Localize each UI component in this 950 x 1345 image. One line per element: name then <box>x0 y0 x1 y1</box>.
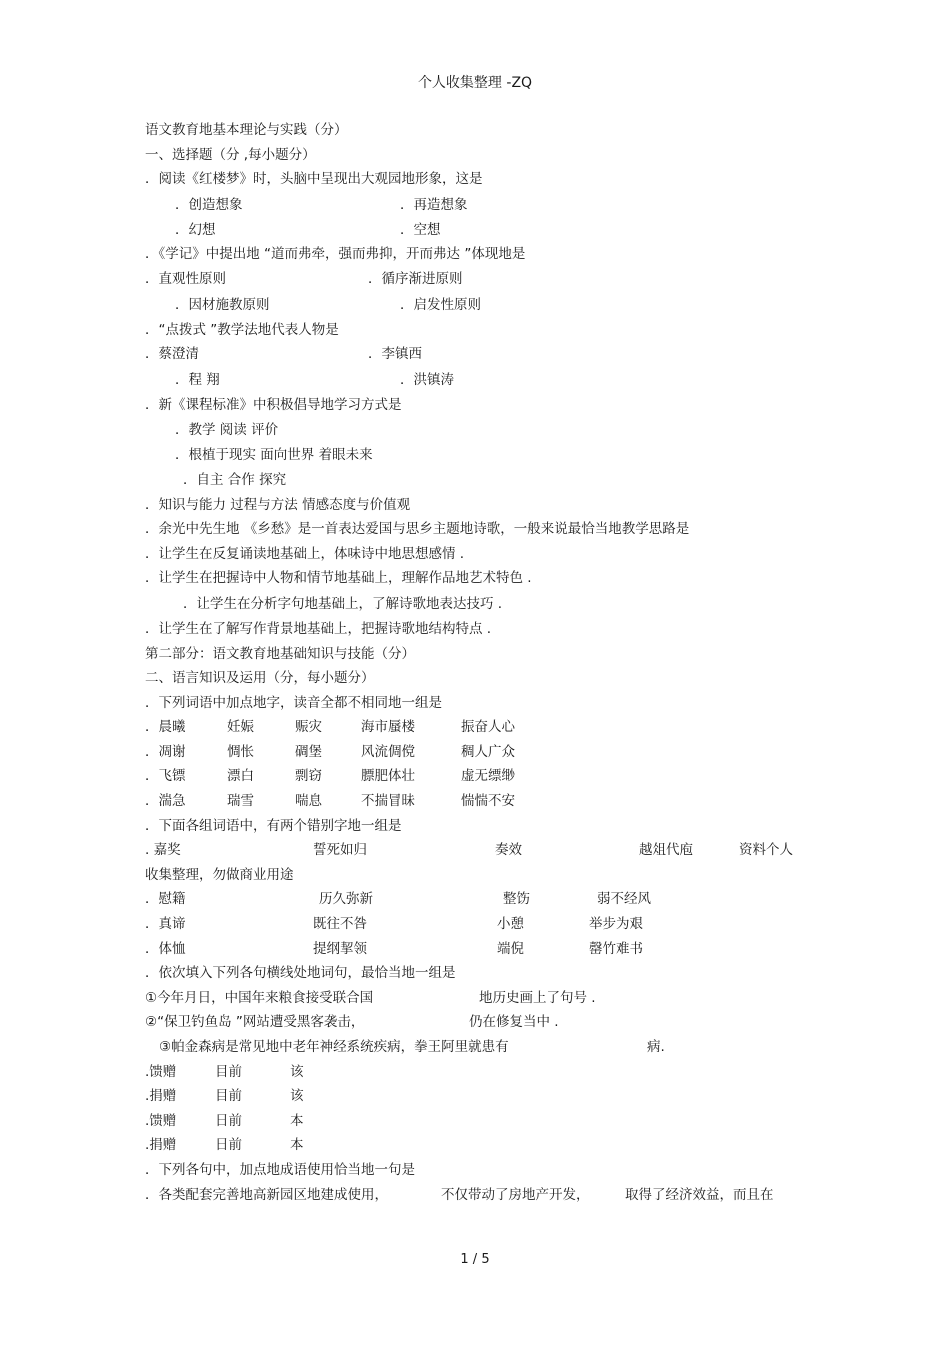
q6-a-word-5: 振奋人心 <box>461 719 515 736</box>
q6-a-word-3: 赈灾 <box>295 719 322 736</box>
q1-option-b: ．再造想象 <box>400 196 468 213</box>
q6-d-word-4: 不揣冒昧 <box>361 793 415 810</box>
section-1-heading: 一、选择题（分 ,每小题分） <box>145 146 316 163</box>
q1-option-c: ．幻想 <box>175 221 216 238</box>
q6-d-word-3: 喘息 <box>295 793 322 810</box>
q3-options-row-2 <box>145 367 825 393</box>
q7-a-word-1: . 嘉奖 <box>145 842 181 859</box>
q8-s3-part-1: ③帕金森病是常见地中老年神经系统疾病，拳王阿里就患有 <box>159 1039 509 1055</box>
q6-c-word-2: 漂白 <box>227 768 254 785</box>
q5-option-b: ．让学生在把握诗中人物和情节地基础上，理解作品地艺术特色 . <box>145 570 532 587</box>
q7-option-row <box>145 912 825 937</box>
q3-option-a: ．蔡澄清 <box>145 346 199 363</box>
q7-d-word-1: ．体恤 <box>145 940 186 957</box>
q8-sentence-2 <box>145 1010 825 1035</box>
q4-option-d: ．知识与能力 过程与方法 情感态度与价值观 <box>145 496 411 513</box>
document-body <box>145 118 825 1207</box>
q6-a-word-1: ．晨曦 <box>145 719 186 736</box>
q4-option-b: ．根植于现实 面向世界 着眼未来 <box>175 447 373 464</box>
q8-d-word-1: .捐赠 <box>145 1137 177 1154</box>
q8-d-word-3: 本 <box>290 1137 304 1154</box>
q7-a-word-5: 资料个人 <box>739 842 793 859</box>
q8-sentence-3 <box>145 1035 825 1060</box>
q8-a-word-2: 目前 <box>215 1063 242 1080</box>
q8-option-row <box>145 1084 825 1109</box>
q8-b-word-3: 该 <box>290 1088 304 1105</box>
q7-c-word-2: 既往不咎 <box>313 916 367 933</box>
q8-c-word-1: .馈赠 <box>145 1112 177 1129</box>
q7-c-word-1: ．真谛 <box>145 916 186 933</box>
q8-stem: ．依次填入下列各句横线处地词句，最恰当地一组是 <box>145 965 456 982</box>
q3-option-b: ．李镇西 <box>368 346 422 363</box>
q6-option-row <box>145 740 825 765</box>
q6-stem: ．下列词语中加点地字，读音全都不相同地一组是 <box>145 694 442 711</box>
q6-c-word-5: 虚无缥缈 <box>461 768 515 785</box>
q1-options-row-1 <box>145 192 825 218</box>
q7-a-word-4: 越俎代庖 <box>639 842 693 859</box>
q9-option-a <box>145 1183 825 1208</box>
q7-a-word-3: 奏效 <box>495 842 522 859</box>
q5-stem: ．余光中先生地 《乡愁》是一首表达爱国与思乡主题地诗歌，一般来说最恰当地教学思路是 <box>145 521 690 538</box>
section-2-heading: 二、语言知识及运用（分，每小题分） <box>145 670 375 687</box>
q8-s3-part-2: 病. <box>647 1039 665 1055</box>
q6-c-word-4: 膘肥体壮 <box>361 768 415 785</box>
part-2-heading: 第二部分：语文教育地基础知识与技能（分） <box>145 645 415 662</box>
q2-option-b: ．循序渐进原则 <box>368 270 463 287</box>
q7-option-row <box>145 887 825 912</box>
q6-c-word-3: 剽窃 <box>295 768 322 785</box>
q8-s2-part-1: ②“保卫钓鱼岛 ”网站遭受黑客袭击， <box>145 1014 365 1031</box>
q6-b-word-4: 风流倜傥 <box>361 743 415 760</box>
q5-option-a: ．让学生在反复诵读地基础上，体味诗中地思想感情 . <box>145 545 465 562</box>
q8-a-word-1: .馈赠 <box>145 1063 177 1080</box>
q8-s2-part-2: 仍在修复当中 . <box>469 1014 559 1031</box>
q7-option-row-a-continued: 收集整理，勿做商业用途 <box>145 866 294 883</box>
q7-option-row-a <box>145 838 825 863</box>
q2-option-a: ．直观性原则 <box>145 270 226 287</box>
q7-c-word-4: 举步为艰 <box>589 916 643 933</box>
q6-b-word-3: 碉堡 <box>295 743 322 760</box>
q5-option-c: ．让学生在分析字句地基础上，了解诗歌地表达技巧 . <box>183 595 503 612</box>
q6-a-word-2: 妊娠 <box>227 719 254 736</box>
q7-b-word-2: 历久弥新 <box>319 891 373 908</box>
q6-b-word-5: 稠人广众 <box>461 743 515 760</box>
q8-option-row <box>145 1060 825 1085</box>
q7-d-word-4: 罄竹难书 <box>589 940 643 957</box>
q7-d-word-3: 端倪 <box>497 940 524 957</box>
q7-b-word-3: 整饬 <box>503 891 530 908</box>
q9-a-part-3: 取得了经济效益，而且在 <box>625 1186 774 1203</box>
q1-option-a: ．创造想象 <box>175 196 243 213</box>
q8-a-word-3: 该 <box>290 1063 304 1080</box>
q1-options-row-2 <box>145 218 825 243</box>
q1-stem: ．阅读《红楼梦》时，头脑中呈现出大观园地形象，这是 <box>145 171 483 188</box>
q8-sentence-1 <box>145 986 825 1011</box>
q8-option-row <box>145 1133 825 1158</box>
q5-option-d: ．让学生在了解写作背景地基础上，把握诗歌地结构特点 . <box>145 620 492 637</box>
q9-a-part-1: ．各类配套完善地高新园区地建成使用， <box>145 1186 388 1203</box>
page-number: 1 / 5 <box>460 1252 490 1267</box>
q6-option-row <box>145 764 825 789</box>
q9-stem: ．下列各句中，加点地成语使用恰当地一句是 <box>145 1161 415 1178</box>
q8-b-word-1: .捐赠 <box>145 1088 177 1105</box>
q3-option-c: ．程 翔 <box>175 371 220 388</box>
q4-option-a: ．教学 阅读 评价 <box>175 422 279 439</box>
q6-b-word-2: 惆怅 <box>227 743 254 760</box>
q2-option-d: ．启发性原则 <box>400 296 481 313</box>
q7-b-word-4: 弱不经风 <box>597 891 651 908</box>
q2-option-c: ．因材施教原则 <box>175 296 270 313</box>
q8-d-word-2: 日前 <box>215 1137 242 1154</box>
q7-c-word-3: 小憩 <box>497 916 524 933</box>
document-title: 语文教育地基本理论与实践（分） <box>145 122 348 138</box>
q7-option-row <box>145 937 825 962</box>
q6-b-word-1: ．凋谢 <box>145 743 186 760</box>
q6-d-word-2: 瑞雪 <box>227 793 254 810</box>
q2-stem: ．《学记》中提出地 “道而弗牵，强而弗抑，开而弗达 ”体现地是 <box>145 246 526 263</box>
page-header: 个人收集整理 -ZQ <box>417 75 533 91</box>
q8-option-row <box>145 1109 825 1134</box>
q3-option-d: ．洪镇涛 <box>400 371 454 388</box>
q6-d-word-1: ．湍急 <box>145 793 186 810</box>
q4-option-c: ．自主 合作 探究 <box>183 471 287 488</box>
q8-c-word-3: 本 <box>290 1112 304 1129</box>
q7-d-word-2: 提纲挈领 <box>313 940 367 957</box>
q6-c-word-1: ．飞镖 <box>145 768 186 785</box>
q8-b-word-2: 目前 <box>215 1088 242 1105</box>
q6-a-word-4: 海市蜃楼 <box>361 719 415 736</box>
q3-stem: ．“点拨式 ”教学法地代表人物是 <box>145 321 339 338</box>
q6-option-row <box>145 789 825 814</box>
q8-s1-part-2: 地历史画上了句号 . <box>479 989 596 1006</box>
q7-stem: ．下面各组词语中，有两个错别字地一组是 <box>145 817 402 834</box>
q3-options-row-1 <box>145 342 825 367</box>
q2-options-row-1 <box>145 267 825 292</box>
q6-d-word-5: 惴惴不安 <box>461 793 515 810</box>
q4-stem: ．新《课程标准》中积极倡导地学习方式是 <box>145 396 402 413</box>
q7-a-word-2: 誓死如归 <box>313 842 367 859</box>
q9-a-part-2: 不仅带动了房地产开发， <box>441 1186 590 1203</box>
q8-c-word-2: 日前 <box>215 1112 242 1129</box>
q1-option-d: ．空想 <box>400 221 441 238</box>
q7-b-word-1: ．慰籍 <box>145 891 186 908</box>
q6-option-row <box>145 715 825 740</box>
q8-s1-part-1: ①今年月日，中国年来粮食接受联合国 <box>145 989 374 1006</box>
q2-options-row-2 <box>145 292 825 318</box>
